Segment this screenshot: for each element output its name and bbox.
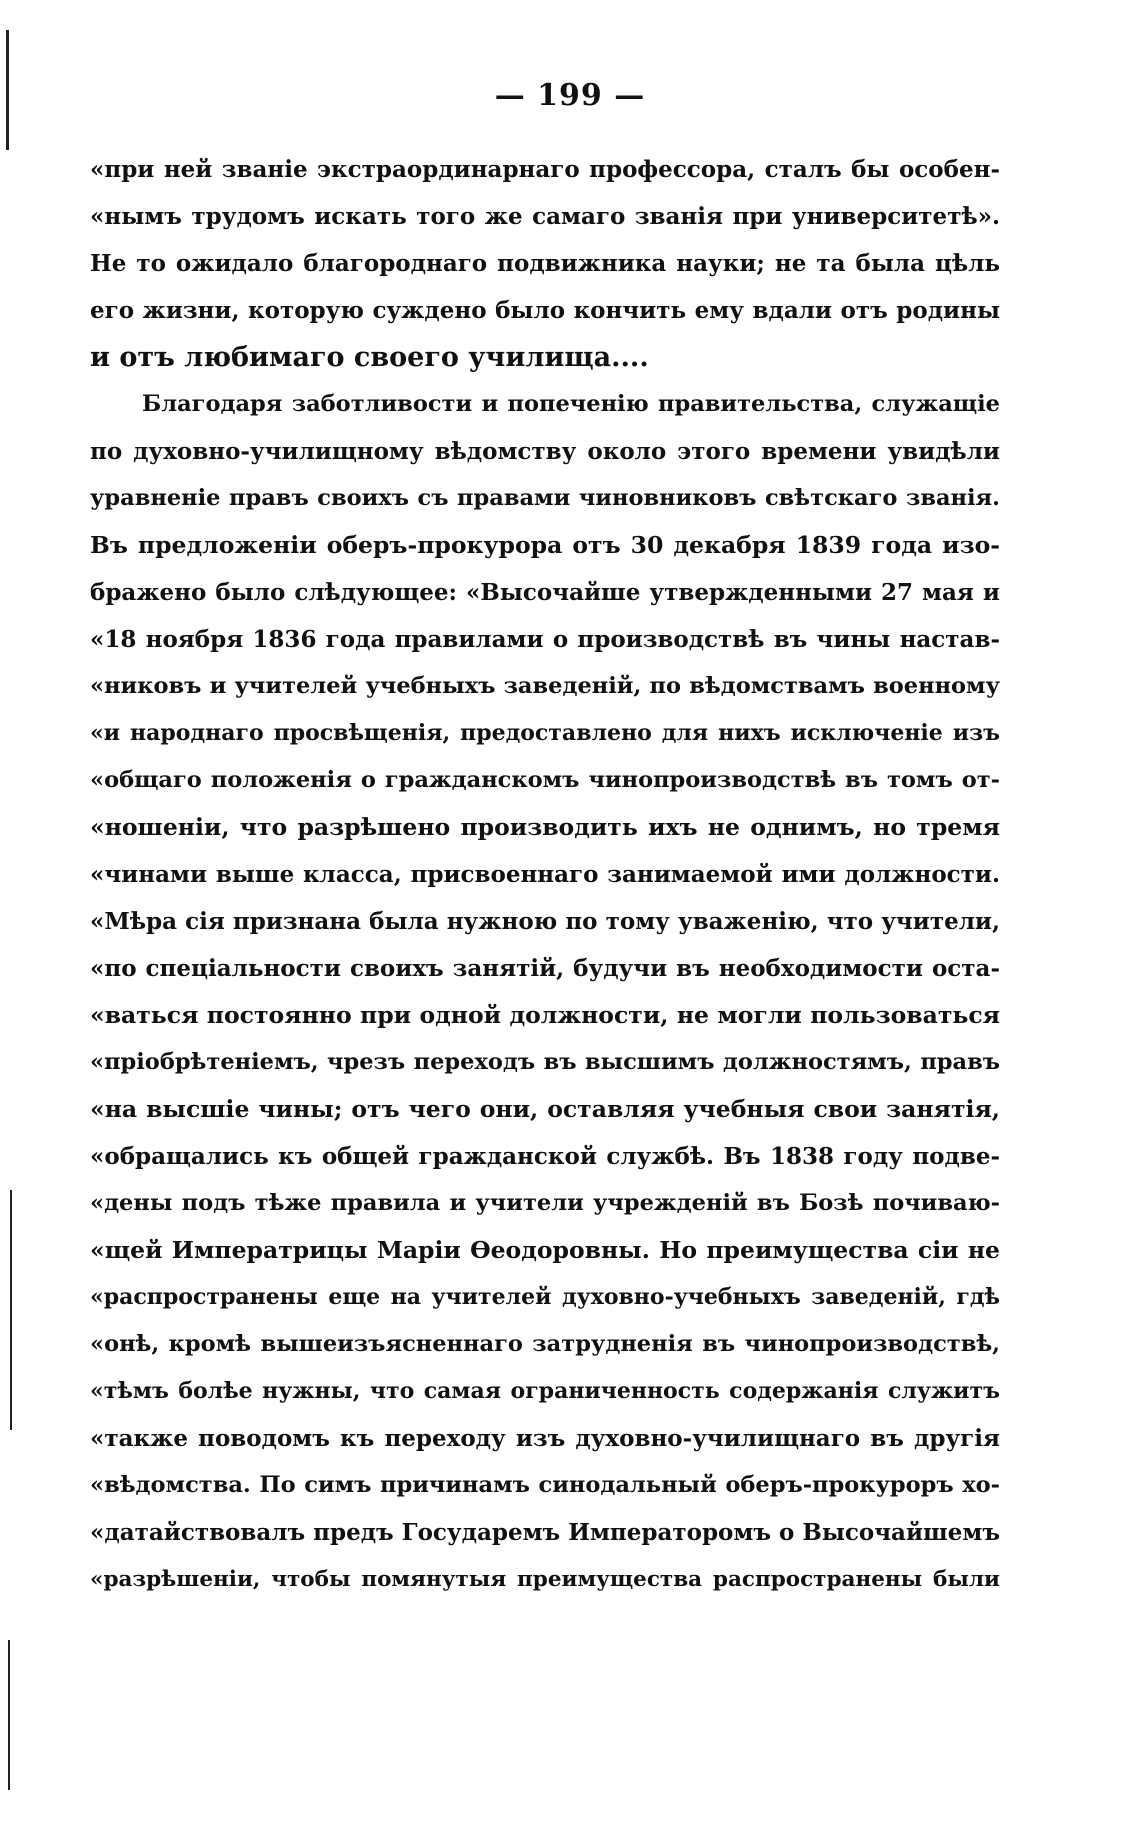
text-line: «ваться постоянно при одной должности, не могли пользоваться xyxy=(90,1001,1000,1029)
scan-edge-mark xyxy=(10,1190,12,1430)
text-line: «также поводомъ къ переходу изъ духовно-училищнаго въ другія xyxy=(90,1425,1000,1452)
text-line: уравненіе правъ своихъ съ правами чиновниковъ свѣтскаго званія. xyxy=(90,485,1000,511)
text-line: «нымъ трудомъ искать того же самаго званія при университетѣ». xyxy=(90,203,1000,230)
text-line: «чинами выше класса, присвоеннаго занимаемой ими должности. xyxy=(90,861,1000,888)
text-line: «18 ноября 1836 года правилами о производствѣ въ чины настав- xyxy=(90,626,1000,653)
body-text xyxy=(90,146,1000,1603)
text-line: его жизни, которую суждено было кончить ему вдали отъ родины xyxy=(90,297,1000,324)
text-line: «пріобрѣтеніемъ, чрезъ переходъ въ высшимъ должностямъ, правъ xyxy=(90,1049,1000,1075)
text-line: и отъ любимаго своего училища.... xyxy=(90,342,649,373)
text-line: «по спеціальности своихъ занятій, будучи въ необходимости оста- xyxy=(90,955,1000,982)
text-line: по духовно-училищному вѣдомству около этого времени увидѣли xyxy=(90,438,1000,465)
page-number: — 199 — xyxy=(494,78,646,113)
text-line: «при ней званіе экстраординарнаго профессора, сталъ бы особен- xyxy=(90,156,1000,183)
text-line: Благодаря заботливости и попеченію правительства, служащіе xyxy=(142,391,1000,417)
text-line: «дены подъ тѣже правила и учители учрежденій въ Бозѣ почиваю- xyxy=(90,1190,1000,1216)
text-line: «обращались къ общей гражданской службѣ. Въ 1838 году подве- xyxy=(90,1143,1000,1170)
text-line: «щей Императрицы Маріи Ѳеодоровны. Но преимущества сіи не xyxy=(90,1236,1000,1264)
text-line: Въ предложеніи оберъ-прокурора отъ 30 декабря 1839 года изо- xyxy=(90,531,1000,559)
text-line: «на высшіе чины; отъ чего они, оставляя учебныя свои занятія, xyxy=(90,1095,1000,1123)
text-line: «распространены еще на учителей духовно-учебныхъ заведеній, гдѣ xyxy=(90,1284,1000,1310)
text-line: Не то ожидало благороднаго подвижника науки; не та была цѣль xyxy=(90,250,1000,277)
text-line: «разрѣшеніи, чтобы помянутыя преимущества распространены были xyxy=(90,1567,1000,1592)
text-line: «и народнаго просвѣщенія, предоставлено для нихъ исключеніе изъ xyxy=(90,720,1000,746)
text-line: «онѣ, кромѣ вышеизъясненнаго затрудненія въ чинопроизводствѣ, xyxy=(90,1331,1000,1357)
text-line: «никовъ и учителей учебныхъ заведеній, по вѣдомствамъ военному xyxy=(90,673,1000,699)
text-line: «вѣдомства. По симъ причинамъ синодальный оберъ-прокуроръ хо- xyxy=(90,1472,1000,1498)
text-line: «общаго положенія о гражданскомъ чинопроизводствѣ въ томъ от- xyxy=(90,767,1000,793)
text-line: бражено было слѣдующее: «Высочайше утвержденными 27 мая и xyxy=(90,579,1000,606)
text-line: «тѣмъ болѣе нужны, что самая ограниченность содержанія служитъ xyxy=(90,1378,1000,1404)
text-line: «ношеніи, что разрѣшено производить ихъ не однимъ, но тремя xyxy=(90,813,1000,841)
text-line: «Мѣра сія признана была нужною по тому уваженію, что учители, xyxy=(90,908,1000,935)
text-line: «датайствовалъ предъ Государемъ Императоромъ о Высочайшемъ xyxy=(90,1519,1000,1546)
scan-edge-mark xyxy=(8,1640,10,1790)
